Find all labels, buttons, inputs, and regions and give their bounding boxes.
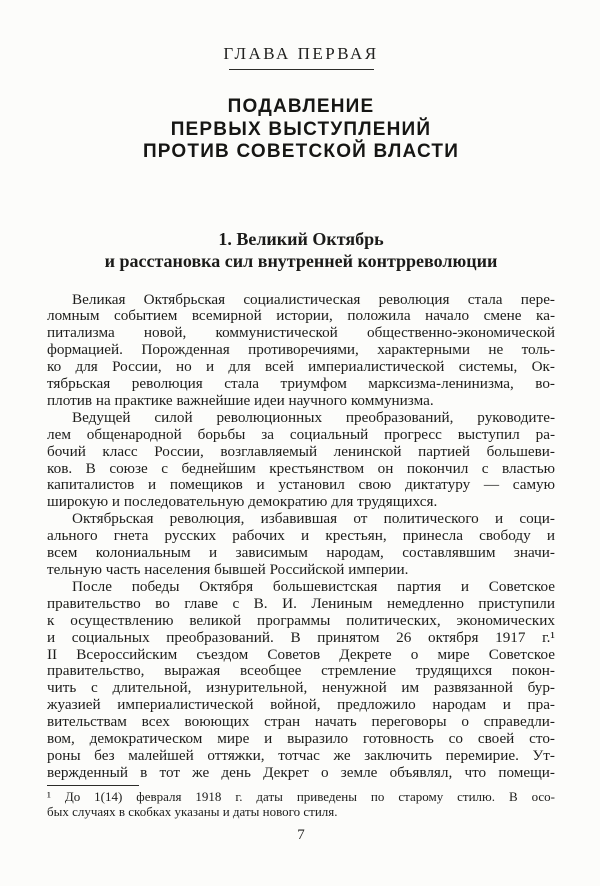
text-line: вом, демократическом мире и выразило готовность со своей сто- — [47, 730, 555, 748]
text-line: II Всероссийским съездом Советов Декрете о мире Советское — [47, 645, 555, 663]
text-line: ломным событием всемирной истории, положила начало смене ка- — [47, 307, 555, 325]
chapter-title-line: ПЕРВЫХ ВЫСТУПЛЕНИЙ — [170, 118, 432, 140]
text-line: чить с длительной, изнурительной, ненужной им развязанной бур- — [47, 679, 555, 697]
text-line: тельную часть населения бывшей Российской империи. — [47, 561, 409, 578]
text-line: правительство во главе с В. И. Лениным немедленно приступили — [47, 594, 555, 612]
text-line: вительствам всех воюющих стран начать переговоры о справедли- — [47, 713, 555, 731]
text-line: ко для России, но и для всей империалистической системы, Ок- — [47, 358, 555, 376]
page-number: 7 — [297, 826, 305, 843]
text-line: лем общенародной борьбы за социальный прогресс выступил ра- — [47, 425, 555, 443]
text-line: плотив на практике важнейшие идеи научного коммунизма. — [47, 391, 434, 409]
section-heading — [47, 228, 555, 272]
text-line: Октябрьская революция, избавившая от политического и соци- — [72, 510, 555, 528]
text-line: вержденный в тот же день Декрет о земле объявлял, что помещи- — [47, 763, 555, 781]
text-line: роны без малейшей оттяжки, тотчас же заключить перемирие. Ут- — [47, 746, 555, 764]
text-line: жуазией империалистической войной, предложило народам и пра- — [47, 696, 555, 714]
text-line: После победы Октября большевистская партия и Советское — [72, 577, 555, 595]
chapter-title-line: ПОДАВЛЕНИЕ — [227, 96, 375, 117]
footnote-line: ¹ До 1(14) февраля 1918 г. даты приведены по старому стилю. В осо- — [47, 788, 555, 804]
text-line: тябрьская революция стала триумфом марксизма-ленинизма, во- — [47, 375, 555, 393]
chapter-title-line: ПРОТИВ СОВЕТСКОЙ ВЛАСТИ — [142, 141, 460, 162]
text-line: Ведущей силой революционных преобразований, руководите- — [72, 408, 555, 426]
footnote-line: бых случаях в скобках указаны и даты нового стиля. — [47, 804, 338, 820]
text-line: питализма новой, коммунистической общественно-экономической — [47, 324, 555, 342]
text-line: ального гнета русских рабочих и крестьян, принесла свободу и — [47, 527, 555, 545]
text-line: правительство, выражая всеобщее стремление трудящихся покон- — [47, 662, 555, 680]
section-heading-line: и расстановка сил внутренней контрреволюции — [104, 250, 498, 271]
text-line: бочий класс России, возглавляемый ленинской партией большеви- — [47, 442, 555, 460]
paragraph — [47, 579, 555, 782]
paragraph — [47, 292, 555, 410]
text-line: широкую и последовательную демократию для трудящихся. — [47, 493, 438, 511]
paragraph — [47, 511, 555, 579]
text-line: всем колониальным и зависимым народам, составлявшим значи- — [47, 544, 555, 562]
chapter-label: ГЛАВА ПЕРВАЯ — [223, 44, 379, 63]
text-line: к осуществлению великой программы политических, экономических — [47, 611, 555, 629]
text-line: и социальных преобразований. В принятом 26 октября 1917 г.¹ — [47, 628, 555, 646]
paragraph — [47, 410, 555, 511]
text-line: Великая Октябрьская социалистическая революция стала пере- — [72, 290, 555, 308]
text-line: капиталистов и помещиков и установил свою диктатуру — самую — [47, 476, 555, 494]
chapter-title — [47, 96, 555, 164]
chapter-rule — [229, 69, 374, 70]
section-heading-line: 1. Великий Октябрь — [218, 228, 384, 249]
footnote — [47, 785, 555, 820]
text-line: ков. В союзе с беднейшим крестьянством он покончил с властью — [47, 459, 555, 477]
footnote-rule — [47, 785, 139, 786]
text-line: формацией. Порожденная противоречиями, характерными не толь- — [47, 341, 555, 359]
body-text — [47, 292, 555, 782]
